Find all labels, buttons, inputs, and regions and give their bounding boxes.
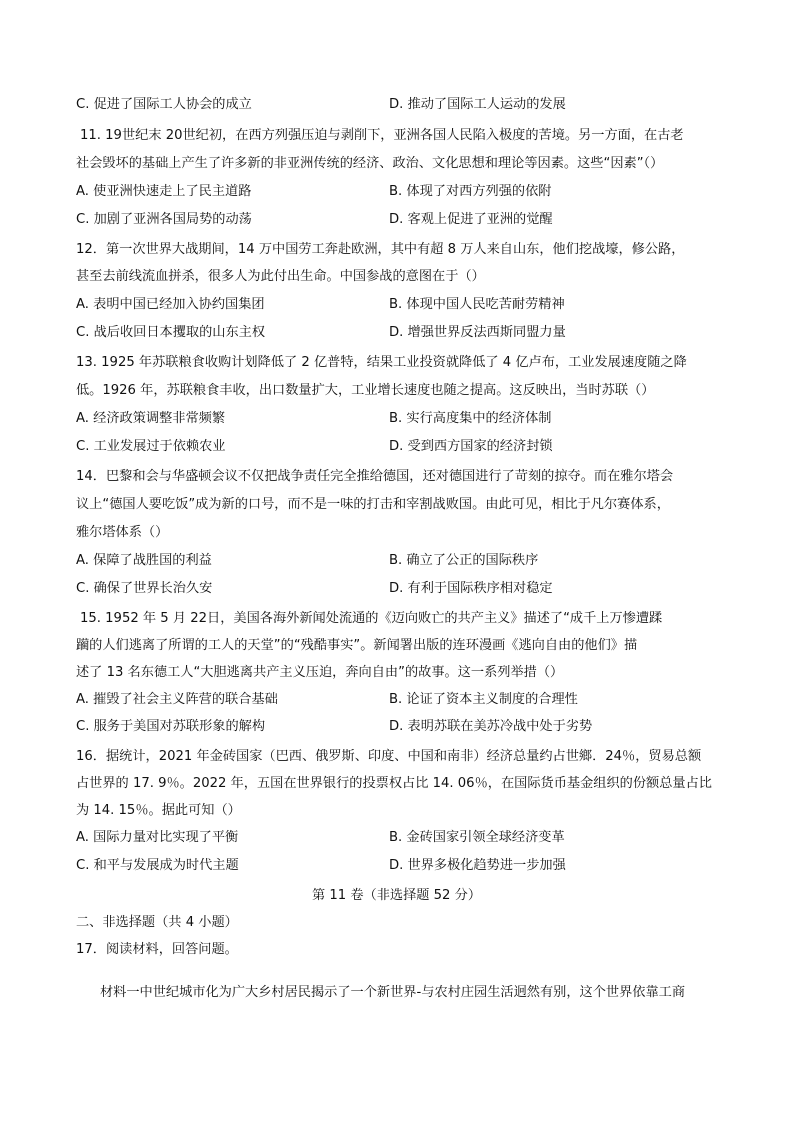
question-16-option-a: A. 国际力量对比实现了平衡 (76, 830, 239, 845)
question-12-option-b: B. 体现中国人民吃苦耐劳精神 (389, 297, 565, 312)
question-12-option-d: D. 增强世界反法西斯同盟力量 (389, 325, 566, 340)
question-13-option-b: B. 实行高度集中的经济体制 (389, 411, 552, 426)
question-11-option-b: B. 体现了对西方列强的依附 (389, 184, 552, 199)
question-14-option-a: A. 保障了战胜国的利益 (76, 553, 212, 568)
question-11-stem-line-2: 社会毁坏的基础上产生了许多新的非亚洲传统的经济、政治、文化思想和理论等因素。这些“因素”（） (76, 156, 664, 171)
question-11-option-d: D. 客观上促进了亚洲的觉醒 (389, 212, 553, 227)
question-15-option-b: B. 论证了资本主义制度的合理性 (389, 692, 578, 707)
question-16-stem-line-2: 占世界的 17. 9％。2022 年，五国在世界银行的投票权占比 14. 06％，在国际货币基金组织的份额总量占比 (76, 776, 712, 791)
question-15-option-d: D. 表明苏联在美苏冷战中处于劣势 (389, 719, 593, 734)
question-11-stem-line-1: 11. 19世纪末 20世纪初，在西方列强压迫与剥削下，亚洲各国人民陷入极度的苦境。另一方面，在古老 (80, 128, 684, 143)
question-13-option-d: D. 受到西方国家的经济封锁 (389, 439, 553, 454)
section-title: 第 11 卷（非选择题 52 分） (311, 888, 481, 903)
question-13-option-c: C. 工业发展过于依赖农业 (76, 439, 226, 454)
question-14-option-b: B. 确立了公正的国际秩序 (389, 553, 539, 568)
question-17-stem: 17．阅读材料，回答问题。 (76, 942, 238, 957)
question-12-stem-line-2: 甚至去前线流血拼杀，很多人为此付出生命。中国参战的意图在于（） (76, 269, 485, 284)
question-16-option-c: C. 和平与发展成为时代主题 (76, 858, 239, 873)
question-13-stem-line-2: 低。1926 年，苏联粮食丰收，出口数量扩大，工业增长速度也随之提高。这反映出，当时苏联（） (76, 383, 655, 398)
question-15-stem-line-3: 述了 13 名东德工人“大胆逃离共产主义压迫，奔向自由”的故事。这一系列举措（） (76, 665, 564, 680)
section-heading: 二、非选择题（共 4 小题） (76, 915, 238, 930)
q10-option-c: C. 促进了国际工人协会的成立 (76, 97, 252, 112)
q10-option-d: D. 推动了国际工人运动的发展 (389, 97, 566, 112)
question-14-option-c: C. 确保了世界长治久安 (76, 581, 213, 596)
question-15-option-a: A. 摧毁了社会主义阵营的联合基础 (76, 692, 278, 707)
question-15-stem-line-1: 15. 1952 年 5 月 22日，美国各海外新闻处流通的《迈向败亡的共产主义》描述了“成千上万惨遭蹂 (80, 611, 663, 626)
question-14-stem-line-2: 议上“德国人要吃饭”成为新的口号，而不是一味的打击和宰割战败国。由此可见，相比于凡尔赛体系， (76, 497, 670, 512)
question-12-stem-line-1: 12．第一次世界大战期间，14 万中国劳工奔赴欧洲，其中有超 8 万人来自山东，他们挖战壕，修公路， (76, 242, 685, 257)
question-16-option-d: D. 世界多极化趋势进一步加强 (389, 858, 566, 873)
question-12-option-a: A. 表明中国已经加入协约国集团 (76, 297, 265, 312)
question-13-stem-line-1: 13. 1925 年苏联粮食收购计划降低了 2 亿普特，结果工业投资就降低了 4 亿卢布，工业发展速度随之降 (76, 355, 687, 370)
question-12-option-c: C. 战后收回日本攫取的山东主权 (76, 325, 266, 340)
question-14-stem-line-1: 14．巴黎和会与华盛顿会议不仅把战争责任完全推给德国，还对德国进行了苛刻的掠夺。而在雅尔塔会 (76, 469, 674, 484)
question-13-option-a: A. 经济政策调整非常频繁 (76, 411, 226, 426)
question-11-option-a: A. 使亚洲快速走上了民主道路 (76, 184, 252, 199)
material-paragraph: 材料一中世纪城市化为广大乡村居民揭示了一个新世界-与农村庄园生活迥然有别，这个世界依靠工商 (100, 985, 686, 1000)
question-16-stem-line-1: 16．据统计，2021 年金砖国家（巴西、俄罗斯、印度、中国和南非）经济总量约占世鄉．24％，贸易总额 (76, 749, 702, 764)
question-14-option-d: D. 有利于国际秩序相对稳定 (389, 581, 553, 596)
question-15-option-c: C. 服务于美国对苏联形象的解构 (76, 719, 266, 734)
question-14-stem-line-3: 雅尔塔体系（） (76, 525, 169, 540)
question-11-option-c: C. 加剧了亚洲各国局势的动荡 (76, 212, 252, 227)
question-15-stem-line-2: 躏的人们逃离了所谓的工人的天堂”的“残酷事实”。新闻署出版的连环漫画《逃向自由的他们》描 (76, 638, 638, 653)
question-16-stem-line-3: 为 14. 15％。据此可知（） (76, 803, 241, 818)
question-16-option-b: B. 金砖国家引领全球经济变革 (389, 830, 565, 845)
